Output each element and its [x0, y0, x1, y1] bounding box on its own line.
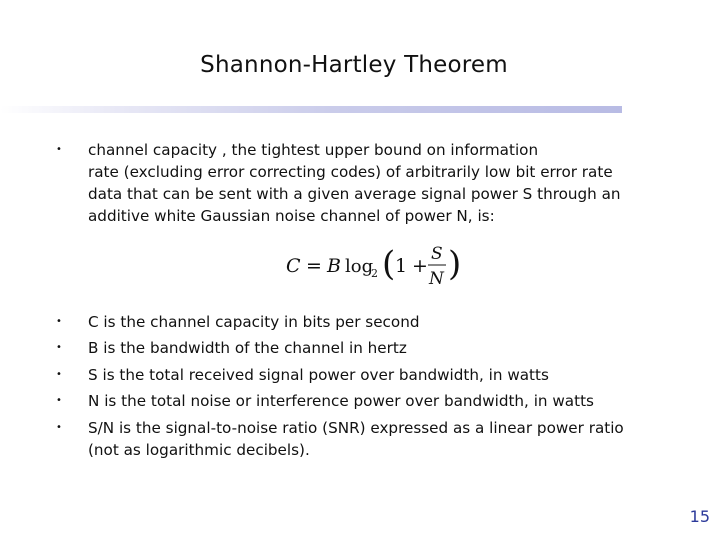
- bullet-text: S/N is the signal-to-noise ratio (SNR) expressed as a linear power ratio (not as logarithmic decibels).: [88, 419, 624, 459]
- bullet-text: S is the total received signal power over bandwidth, in watts: [88, 366, 549, 384]
- formula-log: log: [345, 256, 374, 277]
- formula-log-base: 2: [371, 267, 378, 280]
- bullet-text: N is the total noise or interference power over bandwidth, in watts: [88, 392, 594, 410]
- bullet-marker: •: [56, 144, 62, 155]
- bullet-marker: •: [56, 395, 62, 406]
- formula-close-paren: ): [448, 244, 462, 284]
- bullet-text: C is the channel capacity in bits per second: [88, 313, 420, 331]
- bullet-marker: •: [56, 342, 62, 353]
- bullet-text: B is the bandwidth of the channel in hertz: [88, 339, 407, 357]
- formula-capacity-symbol: C: [286, 255, 301, 277]
- slide-title: Shannon-Hartley Theorem: [200, 52, 508, 78]
- bullet-text: channel capacity , the tightest upper bound on information rate (excluding error correcting codes) of arbitrarily low bit error rate data that can be sent with a given average signal power S through an additive white Gaussian noise channel of power N, is:: [88, 141, 621, 225]
- formula-bandwidth-symbol: B: [327, 255, 341, 277]
- formula-open-paren: (: [382, 244, 396, 284]
- shannon-capacity-formula: [282, 240, 472, 290]
- bullet-marker: •: [56, 422, 62, 433]
- formula-equals: =: [306, 255, 322, 277]
- bullet-marker: •: [56, 316, 62, 327]
- page-number: 15: [689, 507, 710, 526]
- formula-numerator: S: [431, 244, 443, 264]
- formula-denominator: N: [429, 269, 444, 289]
- formula-plus: +: [412, 255, 428, 277]
- title-underline-bar: [0, 106, 622, 113]
- formula-one: 1: [395, 255, 408, 277]
- bullet-marker: •: [56, 369, 62, 380]
